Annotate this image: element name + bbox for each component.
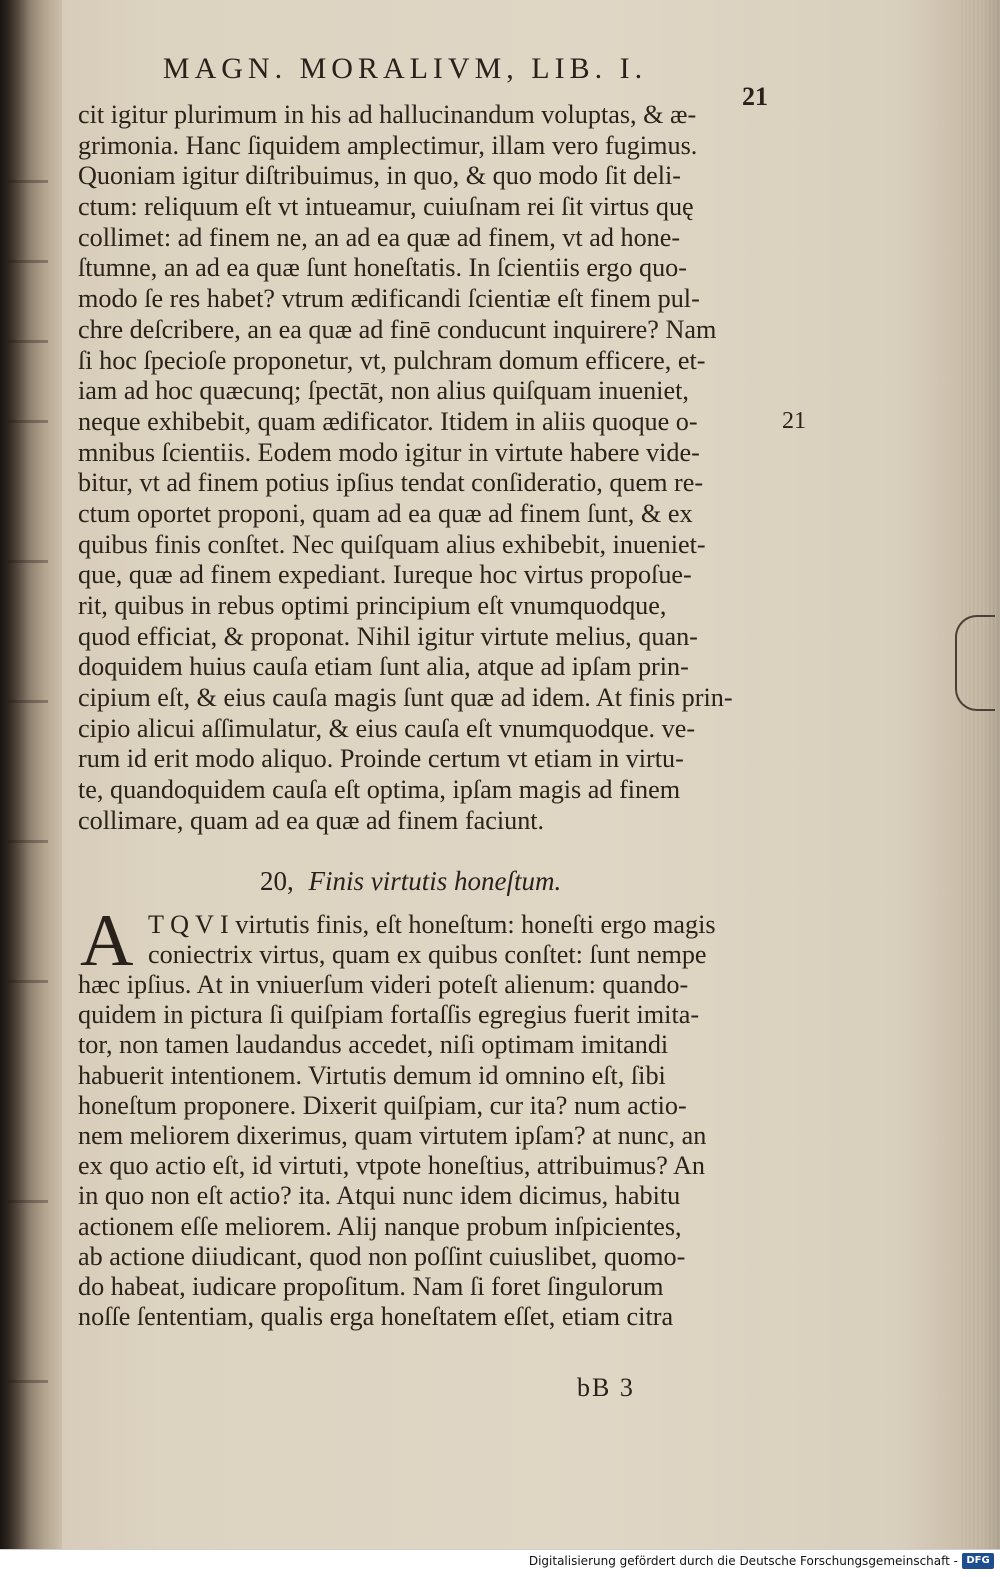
text-line: neque exhibebit, quam ædificator. Itidem in aliis quoque o- — [78, 406, 698, 436]
section-title: Finis virtutis honeſtum. — [308, 866, 562, 896]
facing-page-edge — [0, 0, 62, 1576]
section-text-block — [78, 970, 778, 1332]
text-line: ſi hoc ſpecioſe proponetur, vt, pulchram domum efficere, et- — [78, 345, 706, 375]
text-line: ctum oportet proponi, quam ad ea quæ ad finem ſunt, & ex — [78, 498, 693, 528]
text-line: rit, quibus in rebus optimi principium eſt vnumquodque, — [78, 591, 667, 620]
text-line: chre deſcribere, an ea quæ ad finē conducunt inquirere? Nam — [78, 314, 717, 344]
facing-page-line — [8, 1380, 48, 1383]
text-line: quibus finis conſtet. Nec quiſquam alius exhibebit, inueniet- — [78, 529, 706, 559]
folio-number: 21 — [742, 82, 768, 111]
clip-mark — [955, 615, 995, 711]
text-line: iam ad hoc quæcunq; ſpectāt, non alius quiſquam inueniet, — [78, 376, 689, 406]
text-line: noſſe ſententiam, qualis erga honeſtatem eſſet, etiam citra — [78, 1302, 674, 1332]
section-heading — [260, 866, 561, 897]
text-line: honeſtum proponere. Dixerit quiſpiam, cur ita? num actio- — [78, 1090, 687, 1120]
text-line: Quoniam igitur diſtribuimus, in quo, & quo modo ſit deli- — [78, 161, 682, 191]
text-line: quidem in pictura ſi quiſpiam fortaſſis egregius fuerit imita- — [78, 1000, 700, 1030]
text-line: collimare, quam ad ea quæ ad finem faciunt. — [78, 805, 545, 835]
text-line: actionem eſſe meliorem. Alij nanque probum inſpicientes, — [78, 1211, 682, 1241]
facing-page-line — [8, 420, 48, 423]
signature-mark: bB 3 — [577, 1373, 635, 1402]
facing-page-line — [8, 980, 48, 983]
text-line: modo ſe res habet? vtrum ædificandi ſcientiæ eſt finem pul- — [78, 284, 700, 314]
text-line: bitur, vt ad finem potius ipſius tendat conſideratio, quem re- — [78, 468, 704, 498]
facing-page-line — [8, 560, 48, 563]
text-line: mnibus ſcientiis. Eodem modo igitur in virtute habere vide- — [78, 437, 700, 467]
text-line: quod efficiat, & proponat. Nihil igitur virtute melius, quan- — [78, 621, 698, 651]
text-line: doquidem huius cauſa etiam ſunt alia, atque ad ipſam prin- — [78, 652, 689, 682]
text-line: habuerit intentionem. Virtutis demum id omnino eſt, ſibi — [78, 1060, 666, 1090]
text-line: cit igitur plurimum in his ad hallucinandum voluptas, & æ- — [78, 100, 697, 129]
text-line: cipium eſt, & eius cauſa magis ſunt quæ ad idem. At finis prin- — [78, 683, 733, 713]
text-line: collimet: ad finem ne, an ad ea quæ ad finem, vt ad hone- — [78, 222, 681, 252]
section-first-line: T Q V I virtutis finis, eſt honeſtum: honeſti ergo magis — [148, 910, 716, 939]
marginal-section-number: 21 — [782, 408, 806, 434]
text-line: ex quo actio eſt, id virtuti, vtpote honeſtius, attribuimus? An — [78, 1151, 705, 1181]
text-line: ſtumne, an ad ea quæ ſunt honeſtatis. In ſcientiis ergo quo- — [78, 253, 687, 283]
text-line: in quo non eſt actio? ita. Atqui nunc idem dicimus, habitu — [78, 1181, 681, 1211]
text-line: grimonia. Hanc ſiquidem amplectimur, illam vero fugimus. — [78, 130, 698, 160]
drop-cap: A — [80, 900, 134, 982]
section-second-line: coniectrix virtus, quam ex quibus conſtet: ſunt nempe — [148, 940, 707, 969]
facing-page-line — [8, 180, 48, 183]
text-line: que, quæ ad finem expediant. Iureque hoc virtus propoſue- — [78, 560, 692, 590]
text-line: cipio alicui aſſimulatur, & eius cauſa eſt vnumquodque. ve- — [78, 713, 696, 743]
facing-page-line — [8, 340, 48, 343]
facing-page-line — [8, 260, 48, 263]
text-line: nem meliorem dixerimus, quam virtutem ipſam? at nunc, an — [78, 1120, 707, 1150]
funding-notice: Digitalisierung gefördert durch die Deutsche Forschungsgemeinschaft - — [528, 1554, 958, 1568]
text-line: rum id erit modo aliquo. Proinde certum vt etiam in virtu- — [78, 744, 684, 774]
text-line: ab actione diiudicant, quod non poſſint cuiuslibet, quomo- — [78, 1241, 686, 1271]
text-line: tor, non tamen laudandus accedet, niſi optimam imitandi — [78, 1030, 669, 1060]
section-number: 20, — [260, 866, 294, 896]
running-title: MAGN. MORALIVM, LIB. I. — [162, 52, 648, 85]
page-stack-edge — [960, 0, 1000, 1576]
facing-page-line — [8, 1200, 48, 1203]
text-line: te, quandoquidem cauſa eſt optima, ipſam magis ad finem — [78, 775, 681, 805]
facing-page-line — [8, 700, 48, 703]
main-text-block — [78, 100, 778, 837]
text-line: do habeat, iudicare propoſitum. Nam ſi foret ſingulorum — [78, 1271, 664, 1301]
dfg-logo: DFG — [962, 1553, 994, 1569]
facing-page-line — [8, 840, 48, 843]
text-line: hæc ipſius. At in vniuerſum videri poteſt alienum: quando- — [78, 970, 689, 999]
text-line: ctum: reliquum eſt vt intueamur, cuiuſnam rei ſit virtus quę — [78, 192, 694, 222]
